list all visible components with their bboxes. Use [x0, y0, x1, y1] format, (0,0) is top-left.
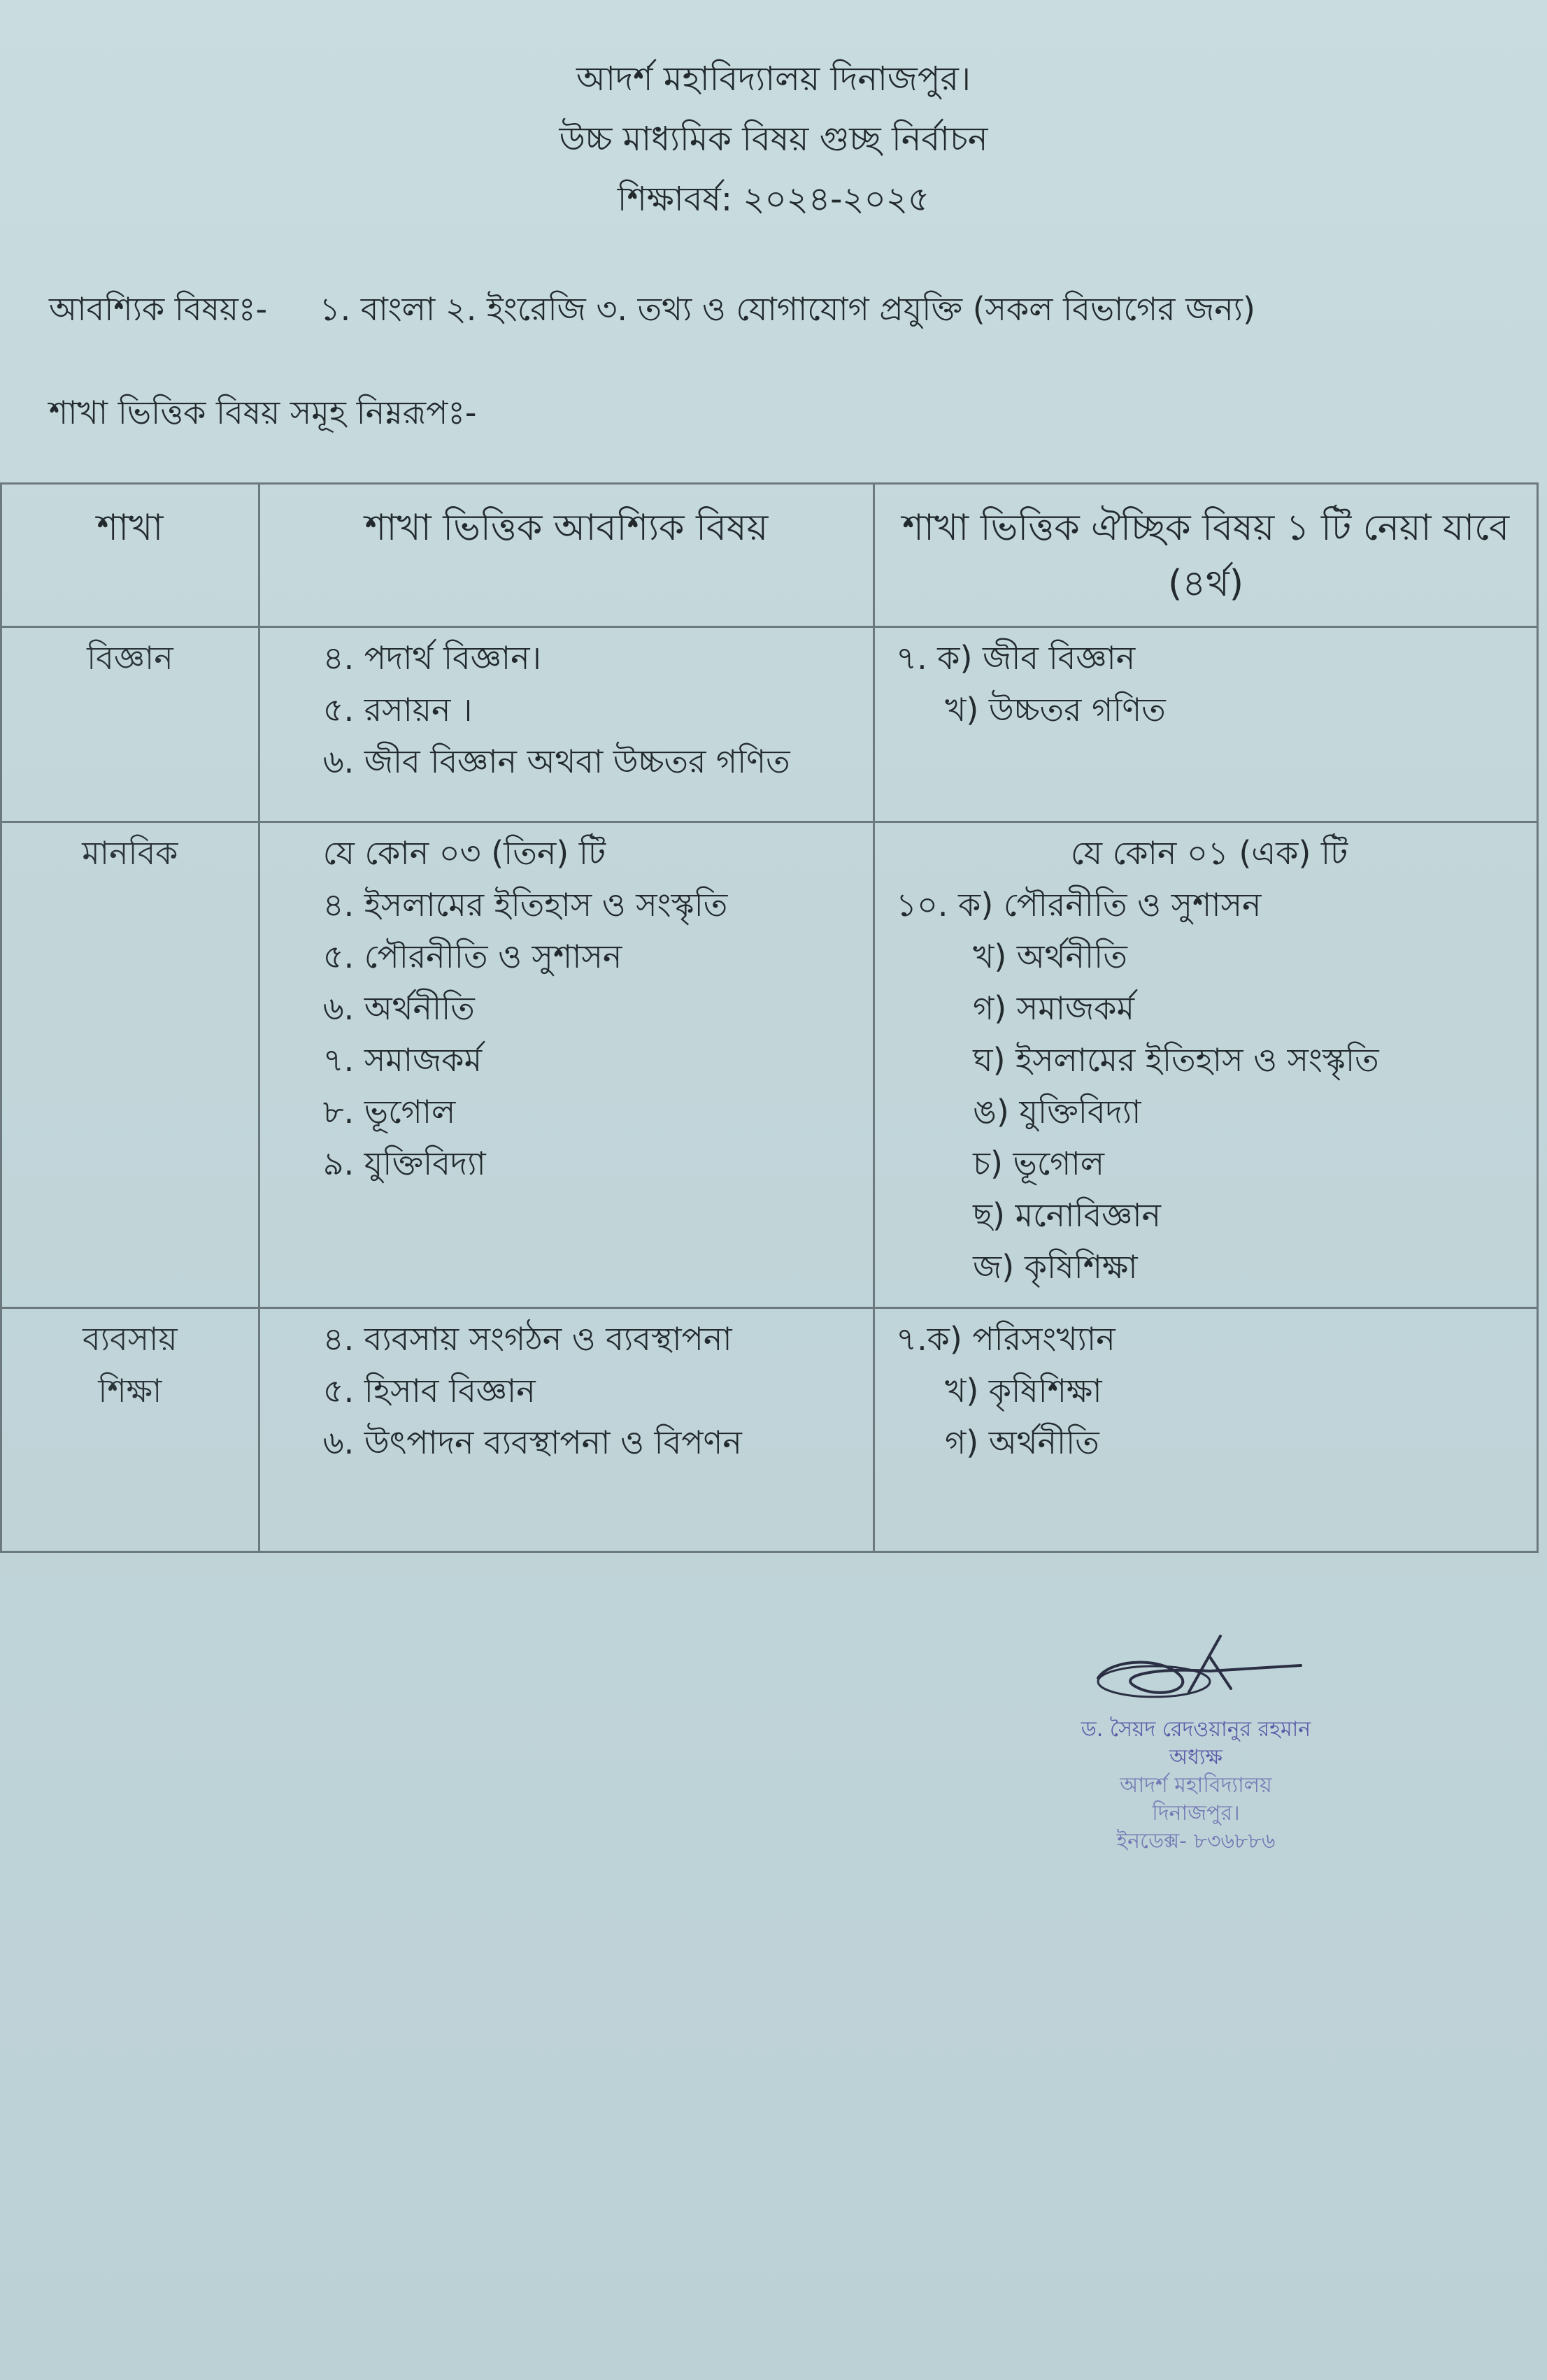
branch-cell: [1, 1308, 259, 1552]
compulsory-cell: [259, 1308, 874, 1552]
subject-item: ৬. অর্থনীতি: [322, 989, 475, 1027]
branch-name: বিজ্ঞান: [87, 639, 173, 677]
header-compulsory: শাখা ভিত্তিক আবশ্যিক বিষয়: [259, 484, 874, 627]
signature-designation: অধ্যক্ষ: [1169, 1745, 1222, 1770]
table-row-business: [1, 1308, 1538, 1552]
subject-item: খ) অর্থনীতি: [973, 938, 1127, 975]
optional-cell: [874, 627, 1538, 822]
signature-place: দিনাজপুর।: [1152, 1801, 1240, 1826]
subject-item: জ) কৃষিশিক্ষা: [973, 1248, 1138, 1286]
subject-item: ৭.ক) পরিসংখ্যান: [896, 1320, 1115, 1358]
subject-item: ৪. ইসলামের ইতিহাস ও সংস্কৃতি: [322, 886, 728, 924]
subject-item: গ) অর্থনীতি: [945, 1424, 1099, 1461]
branch-name: ব্যবসায়: [83, 1320, 178, 1358]
subject-item: খ) কৃষিশিক্ষা: [945, 1372, 1102, 1410]
subject-item: ৪. পদার্থ বিজ্ঞান।: [322, 639, 541, 677]
college-name: আদর্শ মহাবিদ্যালয় দিনাজপুর।: [576, 59, 971, 99]
subject-note: যে কোন ০৩ (তিন) টি: [322, 834, 606, 872]
subject-item: ৭. সমাজকর্ম: [322, 1041, 483, 1079]
subject-item: ১০. ক) পৌরনীতি ও সুশাসন: [896, 886, 1262, 924]
subject-item: ৮. ভূগোল: [322, 1093, 456, 1131]
subject-item: ৭. ক) জীব বিজ্ঞান: [896, 639, 1136, 677]
optional-cell: [874, 822, 1538, 1308]
group-intro-text: শাখা ভিত্তিক বিষয় সমূহ নিম্নরূপঃ-: [49, 394, 477, 431]
table-row-humanities: [1, 822, 1538, 1308]
subject-item: ছ) মনোবিজ্ঞান: [973, 1196, 1162, 1234]
branch-cell: [1, 822, 259, 1308]
subject-item: ৬. জীব বিজ্ঞান অথবা উচ্চতর গণিত: [322, 743, 790, 780]
subject-item: ৫. রসায়ন ।: [322, 691, 473, 729]
subject-item: ৫. পৌরনীতি ও সুশাসন: [322, 938, 622, 975]
header-branch: শাখা: [1, 484, 259, 627]
subject-item: চ) ভূগোল: [973, 1145, 1105, 1182]
compulsory-cell: [259, 822, 874, 1308]
subject-item: গ) সমাজকর্ম: [973, 989, 1135, 1027]
compulsory-subject-list: ১. বাংলা ২. ইংরেজি ৩. তথ্য ও যোগাযোগ প্রযুক্তি (সকল বিভাগের জন্য): [319, 290, 1255, 328]
subject-item: ঙ) যুক্তিবিদ্যা: [973, 1093, 1141, 1131]
signature-institution: আদর্শ মহাবিদ্যালয়: [1120, 1773, 1272, 1798]
branch-cell: [1, 627, 259, 822]
header-optional: শাখা ভিত্তিক ঐচ্ছিক বিষয় ১ টি নেয়া যাবে (৪র্থ): [874, 484, 1538, 627]
subject-item: ৯. যুক্তিবিদ্যা: [322, 1145, 486, 1182]
subject-item: ৬. উৎপাদন ব্যবস্থাপনা ও বিপণন: [322, 1424, 742, 1461]
table-row-science: [1, 627, 1538, 822]
principal-signature-block: [1021, 1629, 1371, 1856]
signature-index: ইনডেক্স- ৮৩৬৮৮৬: [1116, 1829, 1276, 1854]
subject-item: ৫. হিসাব বিজ্ঞান: [322, 1372, 536, 1410]
subject-note: যে কোন ০১ (এক) টি: [1070, 834, 1348, 872]
document-title: উচ্চ মাধ্যমিক বিষয় গুচ্ছ নির্বাচন: [559, 120, 988, 159]
compulsory-subjects: [49, 285, 1255, 338]
subject-item: ঘ) ইসলামের ইতিহাস ও সংস্কৃতি: [973, 1041, 1379, 1079]
signature-name: ড. সৈয়দ রেদওয়ানুর রহমান: [1081, 1717, 1311, 1742]
subject-group-table: [0, 482, 1539, 1553]
subject-item: ৪. ব্যবসায় সংগঠন ও ব্যবস্থাপনা: [322, 1320, 732, 1358]
compulsory-label: আবশ্যিক বিষয়ঃ-: [49, 290, 268, 328]
optional-cell: [874, 1308, 1538, 1552]
academic-session: শিক্ষাবর্ষ: ২০২৪-২০২৫: [617, 180, 930, 219]
handwritten-signature-icon: [1070, 1629, 1322, 1713]
subject-item: খ) উচ্চতর গণিত: [945, 691, 1166, 729]
branch-name: মানবিক: [82, 834, 178, 872]
branch-name: শিক্ষা: [98, 1372, 162, 1410]
compulsory-cell: [259, 627, 874, 822]
table-header-row: [1, 484, 1538, 627]
